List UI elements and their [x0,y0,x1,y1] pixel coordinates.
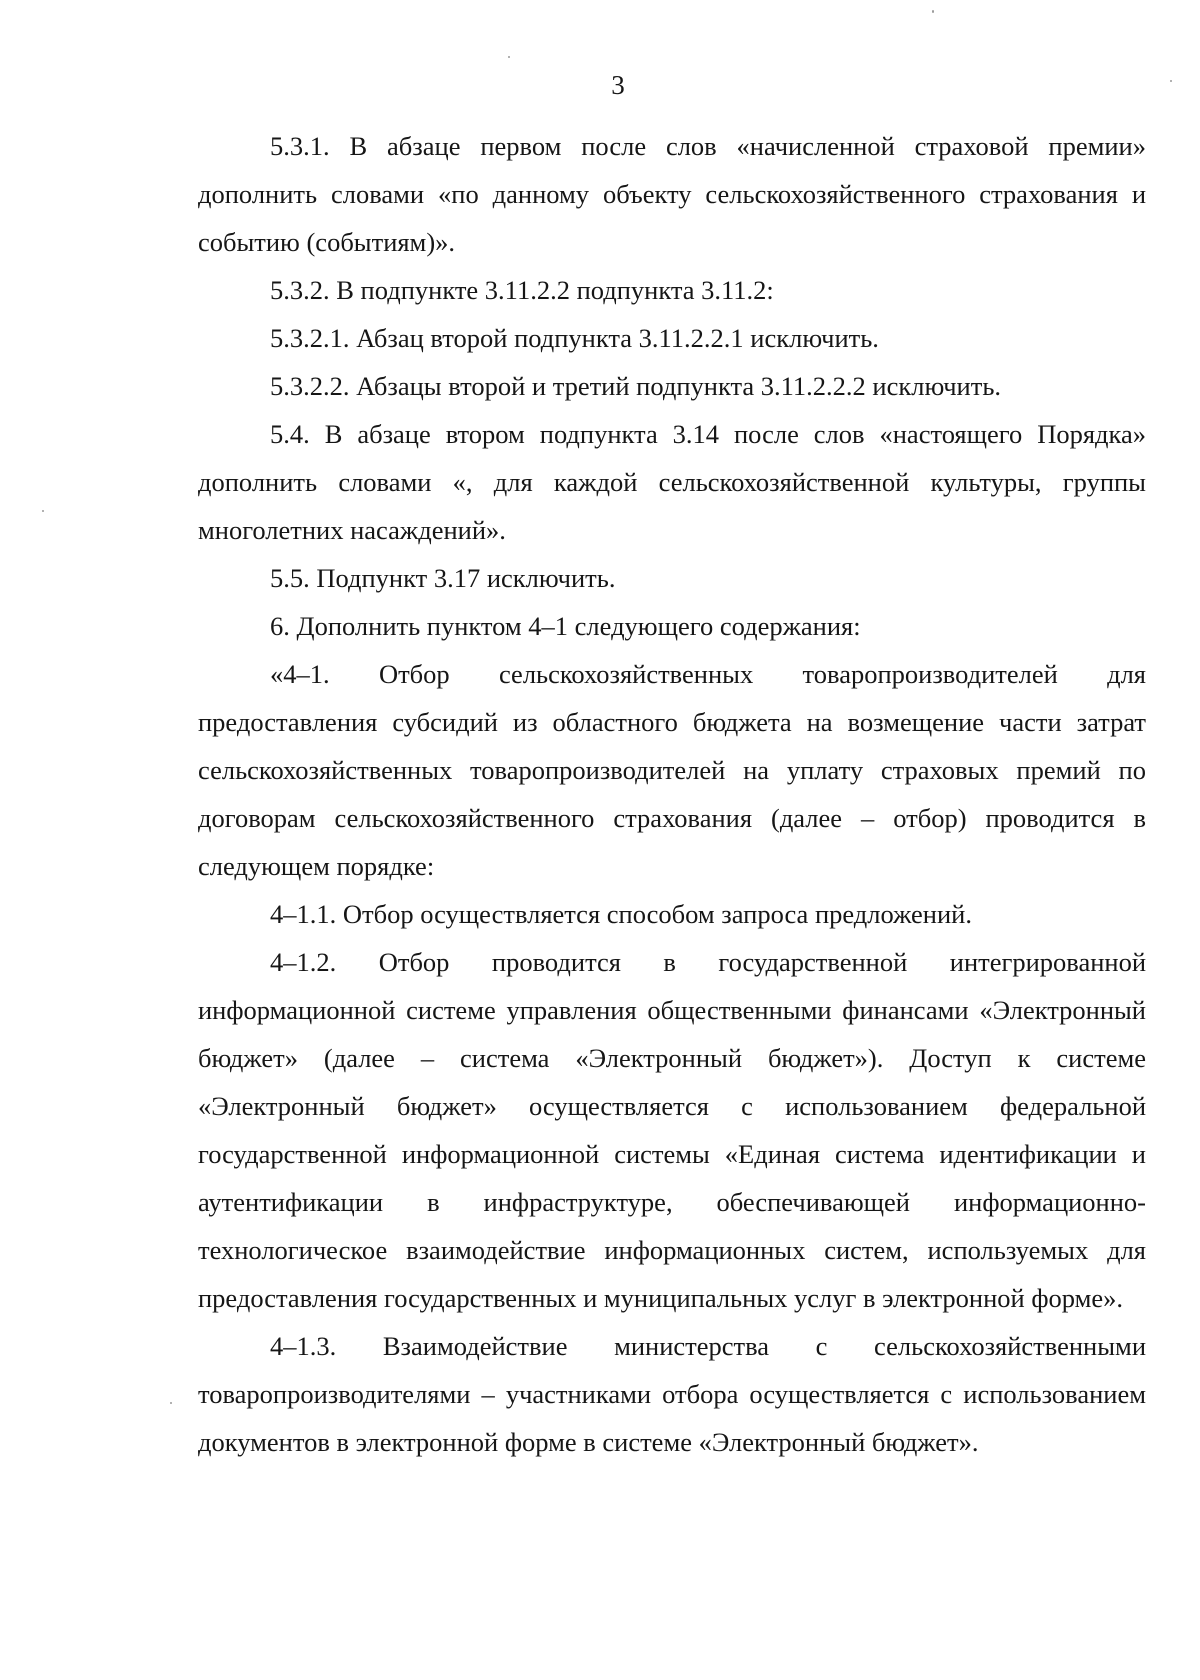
page-number: 3 [611,70,625,100]
scan-speck [42,510,44,512]
paragraph-5-3-2-1: 5.3.2.1. Абзац второй подпункта 3.11.2.2.1 исключить. [270,323,879,353]
paragraph-4-1: «4–1. Отбор сельскохозяйственных товаропроизводителей для предоставления субсидий из областного бюджета на возмещение части затрат сельскохозяйственных товаропроизводителей на уплату страховых премий по договорам сельскохозяйственного страхования (далее – отбор) проводится в следующем порядке: [198,659,1146,881]
paragraph-5-5: 5.5. Подпункт 3.17 исключить. [270,563,616,593]
paragraph-4-1-3: 4–1.3. Взаимодействие министерства с сельскохозяйственными товаропроизводителями – участниками отбора осуществляется с использованием документов в электронной форме в системе «Электронный бюджет». [198,1331,1146,1457]
scan-speck [1170,80,1172,82]
paragraph-4-1-2: 4–1.2. Отбор проводится в государственной интегрированной информационной системе управления общественными финансами «Электронный бюджет» (далее – система «Электронный бюджет»). Доступ к системе «Электронный бюджет» осуществляется с использованием федеральной государственной информационной системы «Единая система идентификации и аутентификации в инфраструктуре, обеспечивающей информационно-технологическое взаимодействие информационных систем, используемых для предоставления государственных и муниципальных услуг в электронной форме». [198,947,1146,1313]
scan-speck [508,56,510,58]
paragraph-5-4: 5.4. В абзаце втором подпункта 3.14 после слов «настоящего Порядка» дополнить словами «, для каждой сельскохозяйственной культуры, группы многолетних насаждений». [198,419,1146,545]
paragraph-4-1-1: 4–1.1. Отбор осуществляется способом запроса предложений. [270,899,972,929]
paragraph-5-3-2-2: 5.3.2.2. Абзацы второй и третий подпункта 3.11.2.2.2 исключить. [270,371,1002,401]
scan-speck [932,10,934,13]
scan-speck [170,1402,172,1404]
document-body [198,122,1146,1466]
paragraph-5-3-1: 5.3.1. В абзаце первом после слов «начисленной страховой премии» дополнить словами «по данному объекту сельскохозяйственного страхования и событию (событиям)». [198,131,1146,257]
paragraph-5-3-2: 5.3.2. В подпункте 3.11.2.2 подпункта 3.11.2: [270,275,774,305]
paragraph-6: 6. Дополнить пунктом 4–1 следующего содержания: [270,611,861,641]
